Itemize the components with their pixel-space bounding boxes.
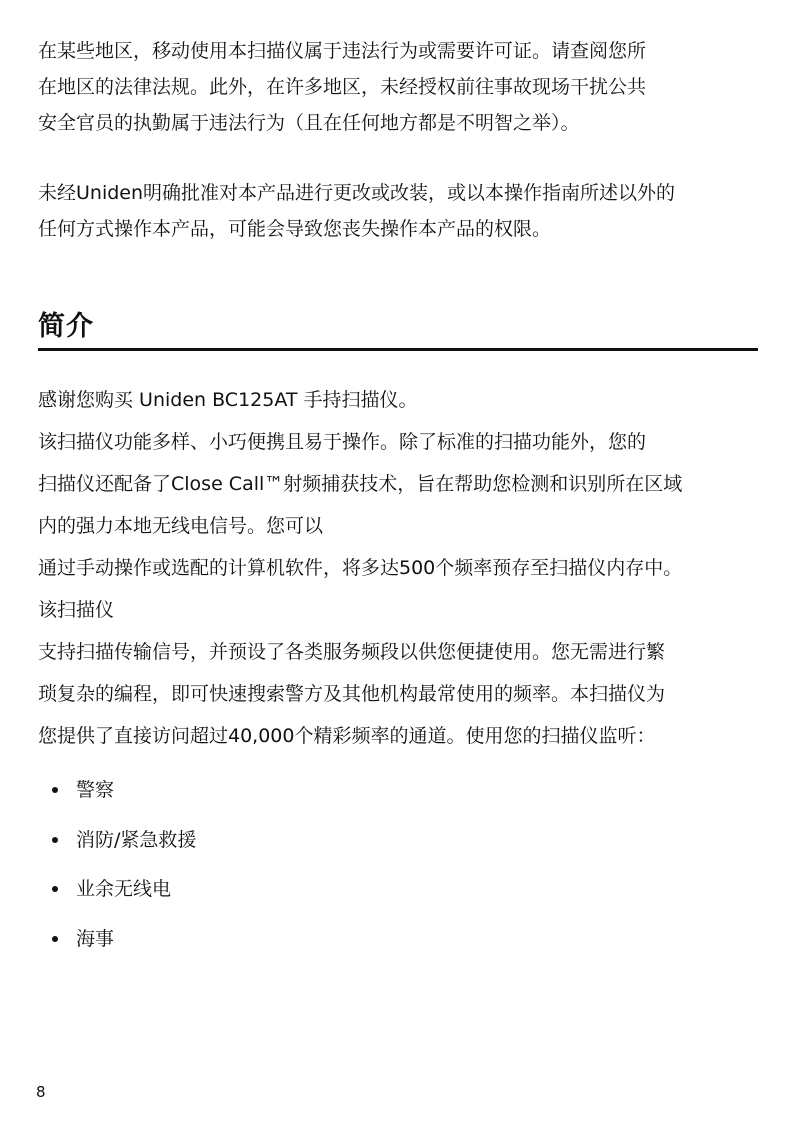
section-heading: 简介 xyxy=(38,311,94,342)
list-item-label: 警察 xyxy=(76,779,115,801)
text-line: 内的强力本地无线电信号。您可以 xyxy=(38,515,324,537)
text-line: 琐复杂的编程，即可快速搜索警方及其他机构最常使用的频率。本扫描仪为 xyxy=(38,683,666,705)
list-item xyxy=(38,919,758,969)
list-item xyxy=(38,869,758,919)
text-line: 感谢您购买 Uniden BC125AT 手持扫描仪。 xyxy=(38,389,418,411)
text-line: 该扫描仪功能多样、小巧便携且易于操作。除了标准的扫描功能外，您的 xyxy=(38,431,647,453)
paragraph-modification-notice xyxy=(38,175,758,247)
monitoring-list xyxy=(38,770,758,968)
list-item xyxy=(38,770,758,820)
text-line: 您提供了直接访问超过40,000个精彩频率的通道。使用您的扫描仪监听： xyxy=(38,725,656,747)
bullet-icon xyxy=(52,837,58,843)
paragraph-legal-notice xyxy=(38,33,758,141)
text-line: 任何方式操作本产品，可能会导致您丧失操作本产品的权限。 xyxy=(38,218,552,240)
text-line: 该扫描仪 xyxy=(38,599,115,621)
heading-divider xyxy=(38,348,758,351)
page-number: 8 xyxy=(36,1083,46,1101)
text-line: 在某些地区，移动使用本扫描仪属于违法行为或需要许可证。请查阅您所 xyxy=(38,40,647,62)
bullet-icon xyxy=(52,787,58,793)
text-line: 支持扫描传输信号，并预设了各类服务频段以供您便捷使用。您无需进行繁 xyxy=(38,641,666,663)
list-item xyxy=(38,820,758,870)
paragraph-introduction xyxy=(38,379,758,757)
text-line: 通过手动操作或选配的计算机软件，将多达500个频率预存至扫描仪内存中。 xyxy=(38,557,683,579)
text-line: 未经Uniden明确批准对本产品进行更改或改装，或以本操作指南所述以外的 xyxy=(38,182,676,204)
text-line: 扫描仪还配备了Close Call™射频捕获技术，旨在帮助您检测和识别所在区域 xyxy=(38,473,683,495)
list-item-label: 业余无线电 xyxy=(76,878,172,900)
bullet-icon xyxy=(52,886,58,892)
list-item-label: 消防/紧急救援 xyxy=(76,828,197,851)
bullet-icon xyxy=(52,936,58,942)
text-line: 在地区的法律法规。此外，在许多地区，未经授权前往事故现场干扰公共 xyxy=(38,76,647,98)
text-line: 安全官员的执勤属于违法行为（且在任何地方都是不明智之举）。 xyxy=(38,112,580,134)
list-item-label: 海事 xyxy=(76,927,115,950)
